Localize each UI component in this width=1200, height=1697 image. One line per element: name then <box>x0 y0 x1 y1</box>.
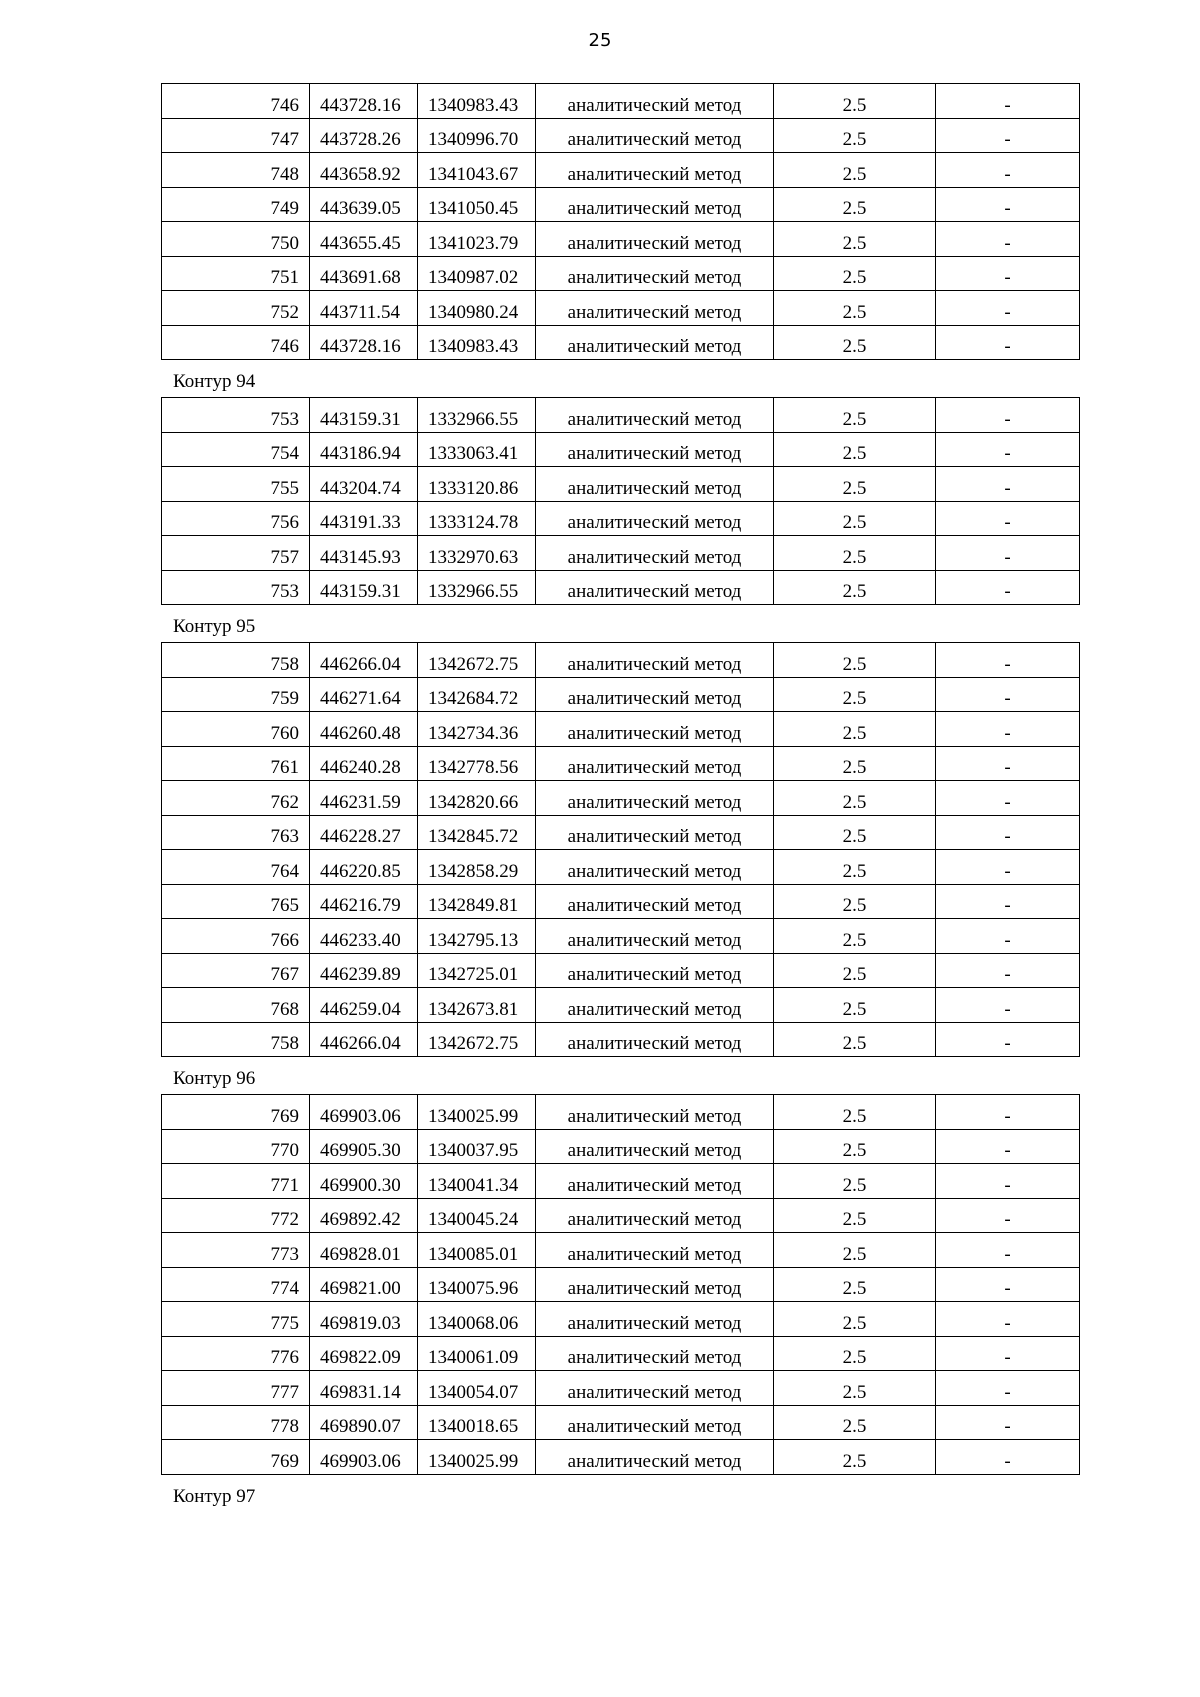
x-coordinate-cell: 443639.05 <box>310 187 418 222</box>
y-coordinate-cell: 1342858.29 <box>418 850 536 885</box>
x-coordinate-cell: 469822.09 <box>310 1336 418 1371</box>
table-row <box>162 712 1080 747</box>
precision-cell: 2.5 <box>774 1022 936 1057</box>
method-cell: аналитический метод <box>536 1164 774 1199</box>
table-row <box>162 1129 1080 1164</box>
table-row <box>162 187 1080 222</box>
y-coordinate-cell: 1342734.36 <box>418 712 536 747</box>
precision-cell: 2.5 <box>774 1233 936 1268</box>
y-coordinate-cell: 1340996.70 <box>418 118 536 153</box>
point-number-cell: 772 <box>162 1198 310 1233</box>
x-coordinate-cell: 443728.16 <box>310 325 418 360</box>
precision-cell: 2.5 <box>774 919 936 954</box>
method-cell: аналитический метод <box>536 256 774 291</box>
y-coordinate-cell: 1340061.09 <box>418 1336 536 1371</box>
point-number-cell: 752 <box>162 291 310 326</box>
note-cell: - <box>936 501 1080 536</box>
point-number-cell: 769 <box>162 1095 310 1130</box>
precision-cell: 2.5 <box>774 467 936 502</box>
table-row <box>162 501 1080 536</box>
method-cell: аналитический метод <box>536 746 774 781</box>
y-coordinate-cell: 1333063.41 <box>418 432 536 467</box>
point-number-cell: 768 <box>162 988 310 1023</box>
point-number-cell: 751 <box>162 256 310 291</box>
y-coordinate-cell: 1340045.24 <box>418 1198 536 1233</box>
table-row <box>162 988 1080 1023</box>
method-cell: аналитический метод <box>536 884 774 919</box>
table-row <box>162 432 1080 467</box>
y-coordinate-cell: 1340075.96 <box>418 1267 536 1302</box>
y-coordinate-cell: 1342778.56 <box>418 746 536 781</box>
precision-cell: 2.5 <box>774 187 936 222</box>
table-row <box>162 815 1080 850</box>
method-cell: аналитический метод <box>536 501 774 536</box>
precision-cell: 2.5 <box>774 325 936 360</box>
note-cell: - <box>936 781 1080 816</box>
y-coordinate-cell: 1340085.01 <box>418 1233 536 1268</box>
x-coordinate-cell: 469828.01 <box>310 1233 418 1268</box>
point-number-cell: 771 <box>162 1164 310 1199</box>
note-cell: - <box>936 815 1080 850</box>
precision-cell: 2.5 <box>774 432 936 467</box>
precision-cell: 2.5 <box>774 1129 936 1164</box>
x-coordinate-cell: 446220.85 <box>310 850 418 885</box>
y-coordinate-cell: 1340025.99 <box>418 1440 536 1475</box>
x-coordinate-cell: 443186.94 <box>310 432 418 467</box>
y-coordinate-cell: 1340987.02 <box>418 256 536 291</box>
x-coordinate-cell: 469890.07 <box>310 1405 418 1440</box>
x-coordinate-cell: 446266.04 <box>310 1022 418 1057</box>
point-number-cell: 757 <box>162 536 310 571</box>
point-number-cell: 746 <box>162 84 310 119</box>
table-row <box>162 953 1080 988</box>
precision-cell: 2.5 <box>774 118 936 153</box>
x-coordinate-cell: 446240.28 <box>310 746 418 781</box>
point-number-cell: 758 <box>162 1022 310 1057</box>
precision-cell: 2.5 <box>774 1198 936 1233</box>
method-cell: аналитический метод <box>536 850 774 885</box>
method-cell: аналитический метод <box>536 1129 774 1164</box>
table-row <box>162 643 1080 678</box>
table-row <box>162 1022 1080 1057</box>
precision-cell: 2.5 <box>774 291 936 326</box>
note-cell: - <box>936 118 1080 153</box>
table-row <box>162 1164 1080 1199</box>
precision-cell: 2.5 <box>774 398 936 433</box>
x-coordinate-cell: 443711.54 <box>310 291 418 326</box>
method-cell: аналитический метод <box>536 1095 774 1130</box>
method-cell: аналитический метод <box>536 222 774 257</box>
table-row <box>162 118 1080 153</box>
y-coordinate-cell: 1340037.95 <box>418 1129 536 1164</box>
point-number-cell: 769 <box>162 1440 310 1475</box>
x-coordinate-cell: 469819.03 <box>310 1302 418 1337</box>
note-cell: - <box>936 1302 1080 1337</box>
x-coordinate-cell: 446216.79 <box>310 884 418 919</box>
table-row <box>162 256 1080 291</box>
contour-label: Контур 97 <box>173 1485 256 1507</box>
precision-cell: 2.5 <box>774 1405 936 1440</box>
precision-cell: 2.5 <box>774 84 936 119</box>
y-coordinate-cell: 1341043.67 <box>418 153 536 188</box>
point-number-cell: 750 <box>162 222 310 257</box>
note-cell: - <box>936 884 1080 919</box>
x-coordinate-cell: 469831.14 <box>310 1371 418 1406</box>
note-cell: - <box>936 325 1080 360</box>
point-number-cell: 770 <box>162 1129 310 1164</box>
x-coordinate-cell: 446233.40 <box>310 919 418 954</box>
note-cell: - <box>936 153 1080 188</box>
note-cell: - <box>936 1336 1080 1371</box>
y-coordinate-cell: 1342795.13 <box>418 919 536 954</box>
precision-cell: 2.5 <box>774 988 936 1023</box>
precision-cell: 2.5 <box>774 746 936 781</box>
table-row <box>162 84 1080 119</box>
precision-cell: 2.5 <box>774 501 936 536</box>
x-coordinate-cell: 446271.64 <box>310 677 418 712</box>
point-number-cell: 746 <box>162 325 310 360</box>
method-cell: аналитический метод <box>536 187 774 222</box>
note-cell: - <box>936 643 1080 678</box>
x-coordinate-cell: 443691.68 <box>310 256 418 291</box>
method-cell: аналитический метод <box>536 919 774 954</box>
table-row <box>162 1233 1080 1268</box>
method-cell: аналитический метод <box>536 432 774 467</box>
coordinates-table <box>161 83 1080 360</box>
y-coordinate-cell: 1333124.78 <box>418 501 536 536</box>
precision-cell: 2.5 <box>774 643 936 678</box>
x-coordinate-cell: 469892.42 <box>310 1198 418 1233</box>
note-cell: - <box>936 850 1080 885</box>
table-row <box>162 222 1080 257</box>
method-cell: аналитический метод <box>536 1267 774 1302</box>
precision-cell: 2.5 <box>774 1302 936 1337</box>
note-cell: - <box>936 677 1080 712</box>
x-coordinate-cell: 446259.04 <box>310 988 418 1023</box>
table-row <box>162 467 1080 502</box>
table-row <box>162 746 1080 781</box>
point-number-cell: 761 <box>162 746 310 781</box>
point-number-cell: 762 <box>162 781 310 816</box>
x-coordinate-cell: 469821.00 <box>310 1267 418 1302</box>
point-number-cell: 763 <box>162 815 310 850</box>
x-coordinate-cell: 443191.33 <box>310 501 418 536</box>
y-coordinate-cell: 1342672.75 <box>418 643 536 678</box>
note-cell: - <box>936 1233 1080 1268</box>
note-cell: - <box>936 222 1080 257</box>
precision-cell: 2.5 <box>774 570 936 605</box>
method-cell: аналитический метод <box>536 153 774 188</box>
x-coordinate-cell: 446239.89 <box>310 953 418 988</box>
table-row <box>162 850 1080 885</box>
note-cell: - <box>936 256 1080 291</box>
point-number-cell: 777 <box>162 1371 310 1406</box>
method-cell: аналитический метод <box>536 677 774 712</box>
precision-cell: 2.5 <box>774 815 936 850</box>
table-row <box>162 919 1080 954</box>
note-cell: - <box>936 398 1080 433</box>
note-cell: - <box>936 84 1080 119</box>
point-number-cell: 775 <box>162 1302 310 1337</box>
x-coordinate-cell: 446228.27 <box>310 815 418 850</box>
x-coordinate-cell: 469903.06 <box>310 1095 418 1130</box>
precision-cell: 2.5 <box>774 1095 936 1130</box>
table-row <box>162 1336 1080 1371</box>
method-cell: аналитический метод <box>536 1198 774 1233</box>
table-row <box>162 1198 1080 1233</box>
x-coordinate-cell: 469903.06 <box>310 1440 418 1475</box>
method-cell: аналитический метод <box>536 570 774 605</box>
point-number-cell: 747 <box>162 118 310 153</box>
point-number-cell: 755 <box>162 467 310 502</box>
page-number: 25 <box>588 30 612 51</box>
note-cell: - <box>936 570 1080 605</box>
method-cell: аналитический метод <box>536 815 774 850</box>
y-coordinate-cell: 1332966.55 <box>418 570 536 605</box>
contour-label: Контур 94 <box>173 371 256 392</box>
y-coordinate-cell: 1342820.66 <box>418 781 536 816</box>
point-number-cell: 765 <box>162 884 310 919</box>
precision-cell: 2.5 <box>774 256 936 291</box>
note-cell: - <box>936 1371 1080 1406</box>
y-coordinate-cell: 1342845.72 <box>418 815 536 850</box>
y-coordinate-cell: 1340983.43 <box>418 325 536 360</box>
method-cell: аналитический метод <box>536 467 774 502</box>
note-cell: - <box>936 467 1080 502</box>
table-row <box>162 677 1080 712</box>
y-coordinate-cell: 1341050.45 <box>418 187 536 222</box>
y-coordinate-cell: 1342673.81 <box>418 988 536 1023</box>
contour-label: Контур 96 <box>173 1068 256 1089</box>
note-cell: - <box>936 1267 1080 1302</box>
note-cell: - <box>936 988 1080 1023</box>
table-row <box>162 781 1080 816</box>
x-coordinate-cell: 469905.30 <box>310 1129 418 1164</box>
table-row <box>162 536 1080 571</box>
point-number-cell: 774 <box>162 1267 310 1302</box>
note-cell: - <box>936 536 1080 571</box>
note-cell: - <box>936 953 1080 988</box>
point-number-cell: 767 <box>162 953 310 988</box>
note-cell: - <box>936 432 1080 467</box>
note-cell: - <box>936 746 1080 781</box>
method-cell: аналитический метод <box>536 1405 774 1440</box>
note-cell: - <box>936 187 1080 222</box>
note-cell: - <box>936 712 1080 747</box>
point-number-cell: 753 <box>162 570 310 605</box>
table-row <box>162 1405 1080 1440</box>
method-cell: аналитический метод <box>536 398 774 433</box>
y-coordinate-cell: 1340068.06 <box>418 1302 536 1337</box>
x-coordinate-cell: 443658.92 <box>310 153 418 188</box>
table-row <box>162 570 1080 605</box>
note-cell: - <box>936 1440 1080 1475</box>
x-coordinate-cell: 443728.16 <box>310 84 418 119</box>
point-number-cell: 756 <box>162 501 310 536</box>
precision-cell: 2.5 <box>774 712 936 747</box>
method-cell: аналитический метод <box>536 1022 774 1057</box>
method-cell: аналитический метод <box>536 118 774 153</box>
x-coordinate-cell: 443728.26 <box>310 118 418 153</box>
method-cell: аналитический метод <box>536 325 774 360</box>
y-coordinate-cell: 1340983.43 <box>418 84 536 119</box>
y-coordinate-cell: 1342672.75 <box>418 1022 536 1057</box>
method-cell: аналитический метод <box>536 1371 774 1406</box>
method-cell: аналитический метод <box>536 953 774 988</box>
method-cell: аналитический метод <box>536 712 774 747</box>
y-coordinate-cell: 1341023.79 <box>418 222 536 257</box>
method-cell: аналитический метод <box>536 536 774 571</box>
x-coordinate-cell: 443145.93 <box>310 536 418 571</box>
method-cell: аналитический метод <box>536 988 774 1023</box>
precision-cell: 2.5 <box>774 677 936 712</box>
table-row <box>162 1440 1080 1475</box>
table-row <box>162 1267 1080 1302</box>
method-cell: аналитический метод <box>536 643 774 678</box>
table-row <box>162 1302 1080 1337</box>
note-cell: - <box>936 1198 1080 1233</box>
x-coordinate-cell: 469900.30 <box>310 1164 418 1199</box>
method-cell: аналитический метод <box>536 1233 774 1268</box>
table-row <box>162 884 1080 919</box>
y-coordinate-cell: 1332970.63 <box>418 536 536 571</box>
coordinates-table <box>161 397 1080 605</box>
x-coordinate-cell: 443204.74 <box>310 467 418 502</box>
y-coordinate-cell: 1340041.34 <box>418 1164 536 1199</box>
point-number-cell: 749 <box>162 187 310 222</box>
x-coordinate-cell: 446260.48 <box>310 712 418 747</box>
x-coordinate-cell: 446266.04 <box>310 643 418 678</box>
x-coordinate-cell: 443159.31 <box>310 398 418 433</box>
point-number-cell: 753 <box>162 398 310 433</box>
table-row <box>162 398 1080 433</box>
coordinates-table <box>161 642 1080 1057</box>
precision-cell: 2.5 <box>774 1164 936 1199</box>
point-number-cell: 773 <box>162 1233 310 1268</box>
coordinates-document <box>161 83 1079 1512</box>
y-coordinate-cell: 1342684.72 <box>418 677 536 712</box>
precision-cell: 2.5 <box>774 1336 936 1371</box>
note-cell: - <box>936 291 1080 326</box>
precision-cell: 2.5 <box>774 953 936 988</box>
y-coordinate-cell: 1340018.65 <box>418 1405 536 1440</box>
point-number-cell: 748 <box>162 153 310 188</box>
table-row <box>162 153 1080 188</box>
contour-label: Контур 95 <box>173 616 256 637</box>
y-coordinate-cell: 1340054.07 <box>418 1371 536 1406</box>
note-cell: - <box>936 1164 1080 1199</box>
y-coordinate-cell: 1340025.99 <box>418 1095 536 1130</box>
x-coordinate-cell: 446231.59 <box>310 781 418 816</box>
method-cell: аналитический метод <box>536 1302 774 1337</box>
note-cell: - <box>936 1405 1080 1440</box>
precision-cell: 2.5 <box>774 1267 936 1302</box>
coordinates-table <box>161 1094 1080 1475</box>
precision-cell: 2.5 <box>774 850 936 885</box>
method-cell: аналитический метод <box>536 1336 774 1371</box>
method-cell: аналитический метод <box>536 84 774 119</box>
table-row <box>162 1095 1080 1130</box>
x-coordinate-cell: 443655.45 <box>310 222 418 257</box>
table-row <box>162 325 1080 360</box>
x-coordinate-cell: 443159.31 <box>310 570 418 605</box>
point-number-cell: 764 <box>162 850 310 885</box>
point-number-cell: 760 <box>162 712 310 747</box>
y-coordinate-cell: 1340980.24 <box>418 291 536 326</box>
method-cell: аналитический метод <box>536 1440 774 1475</box>
point-number-cell: 766 <box>162 919 310 954</box>
y-coordinate-cell: 1342849.81 <box>418 884 536 919</box>
method-cell: аналитический метод <box>536 781 774 816</box>
point-number-cell: 778 <box>162 1405 310 1440</box>
note-cell: - <box>936 1095 1080 1130</box>
precision-cell: 2.5 <box>774 781 936 816</box>
point-number-cell: 776 <box>162 1336 310 1371</box>
method-cell: аналитический метод <box>536 291 774 326</box>
precision-cell: 2.5 <box>774 1440 936 1475</box>
point-number-cell: 758 <box>162 643 310 678</box>
precision-cell: 2.5 <box>774 222 936 257</box>
precision-cell: 2.5 <box>774 884 936 919</box>
note-cell: - <box>936 1129 1080 1164</box>
note-cell: - <box>936 919 1080 954</box>
precision-cell: 2.5 <box>774 153 936 188</box>
y-coordinate-cell: 1333120.86 <box>418 467 536 502</box>
point-number-cell: 759 <box>162 677 310 712</box>
note-cell: - <box>936 1022 1080 1057</box>
point-number-cell: 754 <box>162 432 310 467</box>
table-row <box>162 1371 1080 1406</box>
precision-cell: 2.5 <box>774 536 936 571</box>
y-coordinate-cell: 1332966.55 <box>418 398 536 433</box>
y-coordinate-cell: 1342725.01 <box>418 953 536 988</box>
precision-cell: 2.5 <box>774 1371 936 1406</box>
table-row <box>162 291 1080 326</box>
